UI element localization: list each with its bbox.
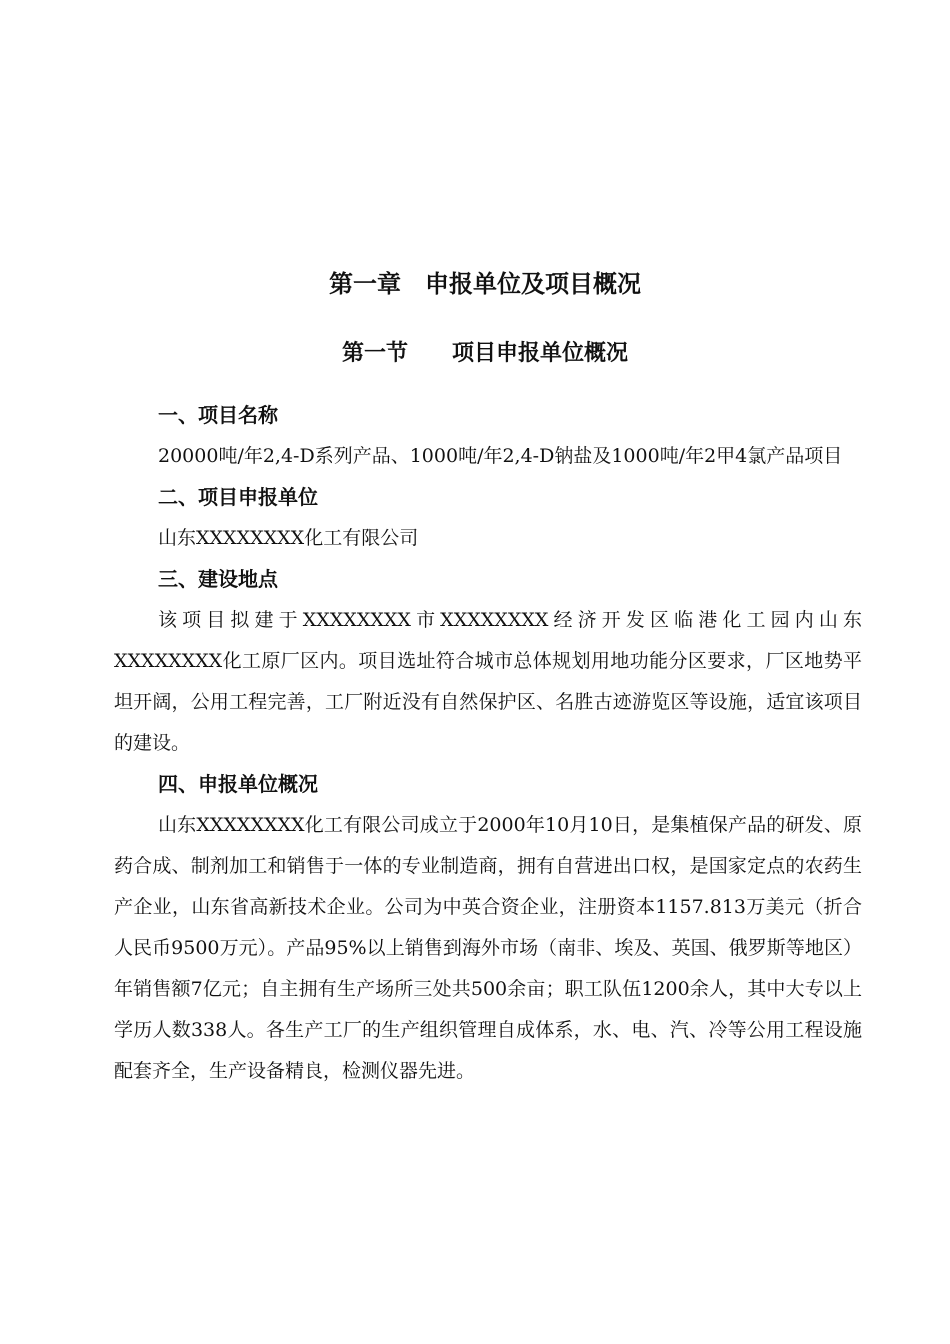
paragraph-project-name: 20000吨/年2,4-D系列产品、1000吨/年2,4-D钠盐及1000吨/年2甲4氯产品项目 — [158, 445, 843, 467]
section-content — [114, 395, 862, 1092]
heading-project-name: 一、项目名称 — [158, 403, 278, 427]
paragraph-company-overview: 山东XXXXXXXX化工有限公司成立于2000年10月10日，是集植保产品的研发、原药合成、制剂加工和销售于一体的专业制造商，拥有自营进出口权，是国家定点的农药生产企业，山东省高新技术企业。公司为中英合资企业，注册资本1157.813万美元（折合人民币9500万元）。产品95%以上销售到海外市场（南非、埃及、英国、俄罗斯等地区）年销售额7亿元；自主拥有生产场所三处共500余亩；职工队伍1200余人，其中大专以上学历人数338人。各生产工厂的生产组织管理自成体系，水、电、汽、冷等公用工程设施配套齐全，生产设备精良，检测仪器先进。 — [114, 814, 862, 1082]
paragraph-location: 该项目拟建于XXXXXXXX市XXXXXXXX经济开发区临港化工园内山东XXXXXXXX化工原厂区内。项目选址符合城市总体规划用地功能分区要求，厂区地势平坦开阔，公用工程完善，工厂附近没有自然保护区、名胜古迹游览区等设施，适宜该项目的建设。 — [114, 609, 862, 754]
paragraph-applicant: 山东XXXXXXXX化工有限公司 — [158, 527, 419, 549]
heading-location: 三、建设地点 — [158, 567, 278, 591]
heading-applicant: 二、项目申报单位 — [158, 485, 318, 509]
section-title: 第一节 项目申报单位概况 — [341, 341, 628, 366]
chapter-title: 第一章 申报单位及项目概况 — [329, 270, 641, 298]
heading-company-overview: 四、申报单位概况 — [158, 772, 318, 796]
